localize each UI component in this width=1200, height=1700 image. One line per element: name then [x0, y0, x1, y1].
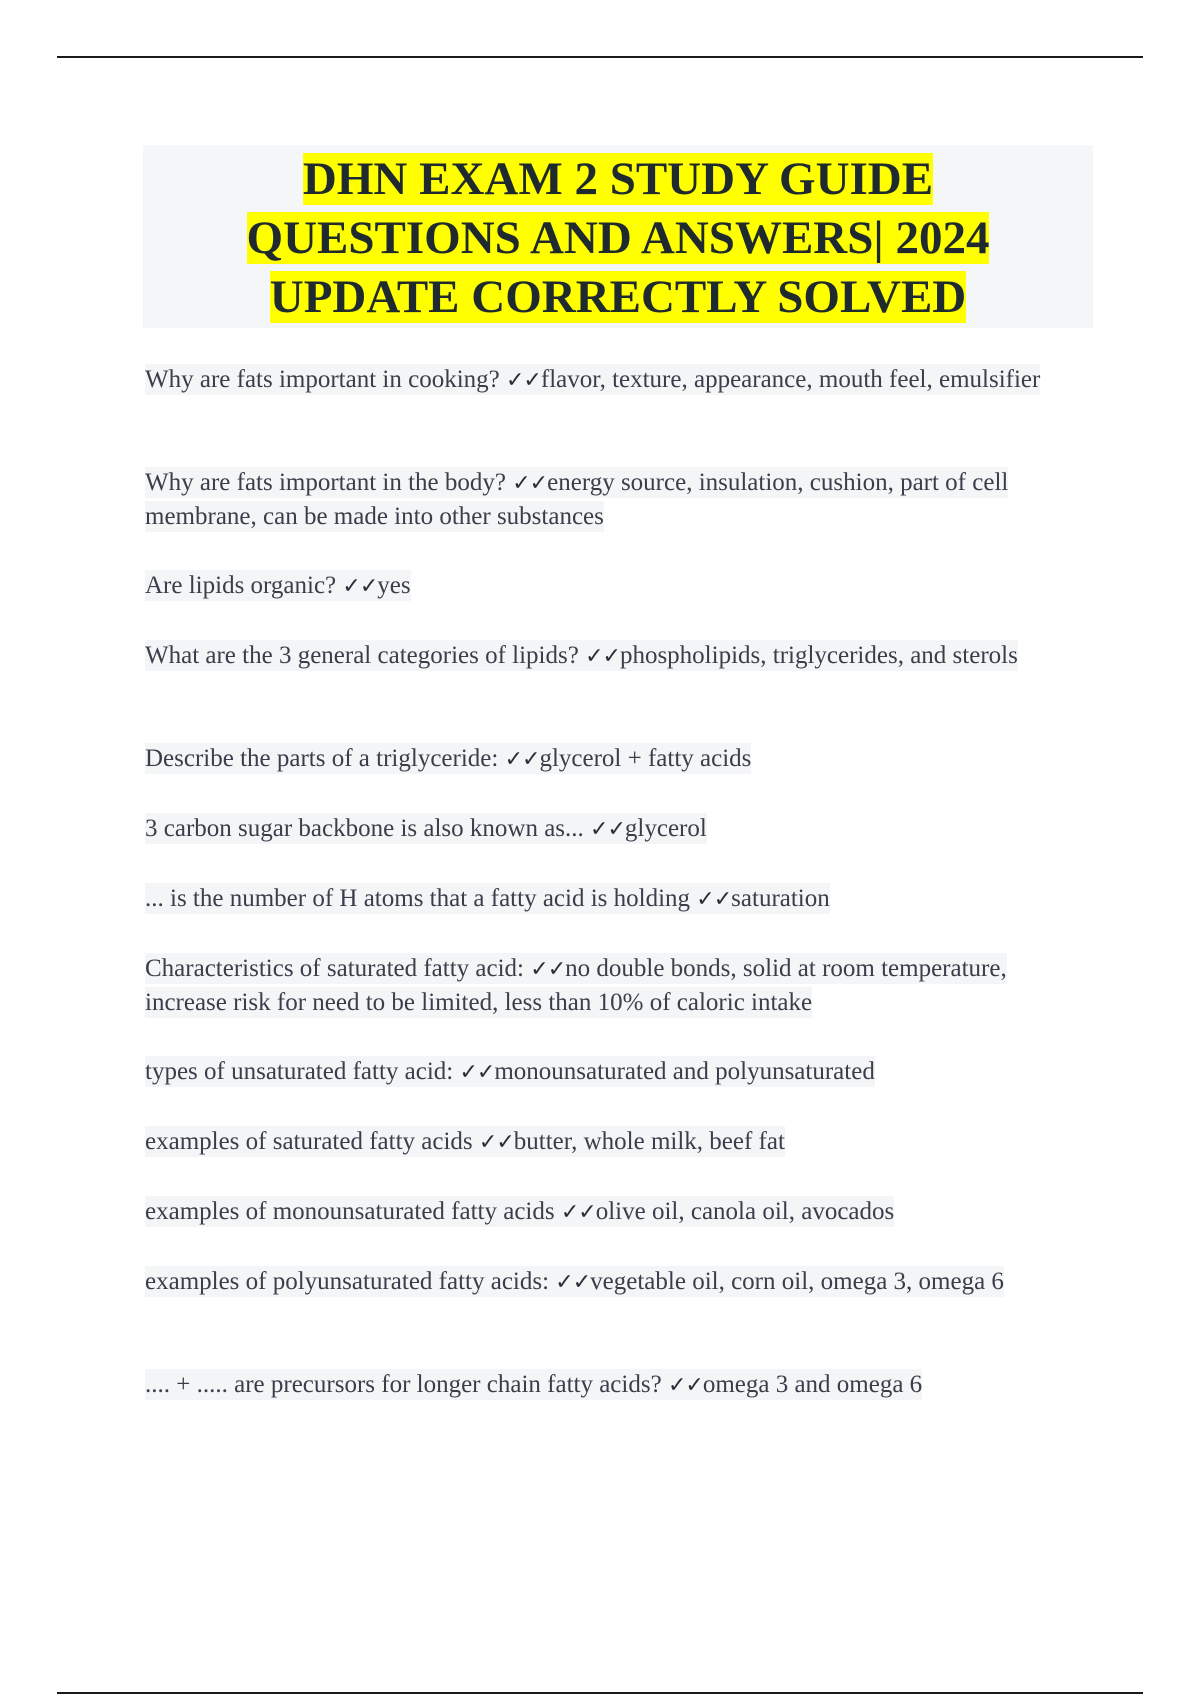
answer-text: glycerol	[624, 815, 707, 842]
answer-text: saturation	[731, 885, 830, 912]
answer-text: monounsaturated and polyunsaturated	[494, 1058, 875, 1085]
question-text: Why are fats important in cooking?	[145, 366, 506, 393]
qa-item	[145, 1125, 1085, 1159]
question-text: examples of monounsaturated fatty acids	[145, 1198, 561, 1225]
qa-item	[145, 569, 1085, 603]
answer-text: omega 3 and omega 6	[702, 1371, 923, 1398]
title-line-1: DHN EXAM 2 STUDY GUIDE	[302, 153, 934, 205]
double-check-icon: ✓✓	[506, 368, 541, 393]
qa-item	[145, 466, 1085, 533]
qa-item	[145, 1055, 1085, 1089]
qa-item	[145, 952, 1085, 1019]
double-check-icon: ✓✓	[504, 747, 540, 772]
question-text: .... + ..... are precursors for longer chain fatty acids?	[145, 1371, 668, 1398]
double-check-icon: ✓✓	[478, 1130, 514, 1155]
qa-item	[145, 1265, 1085, 1299]
answer-text: flavor, texture, appearance, mouth feel, emulsifier	[540, 366, 1041, 393]
answer-text: energy source, insulation, cushion, part of cell membrane, can be made into other substances	[145, 469, 1009, 530]
answer-text: yes	[377, 572, 411, 599]
title-line-3: UPDATE CORRECTLY SOLVED	[269, 271, 967, 323]
answer-text: glycerol + fatty acids	[539, 745, 752, 772]
double-check-icon: ✓✓	[555, 1270, 591, 1295]
question-text: Describe the parts of a triglyceride:	[145, 745, 505, 772]
answer-text: vegetable oil, corn oil, omega 3, omega 6	[590, 1268, 1004, 1295]
document-title	[143, 145, 1093, 328]
question-text: 3 carbon sugar backbone is also known as...	[145, 815, 591, 842]
double-check-icon: ✓✓	[342, 574, 378, 599]
double-check-icon: ✓✓	[590, 817, 625, 842]
bottom-rule	[57, 1692, 1143, 1694]
qa-item	[145, 882, 1085, 916]
question-text: Are lipids organic?	[145, 572, 343, 599]
double-check-icon: ✓✓	[667, 1373, 703, 1398]
answer-text: no double bonds, solid at room temperature, increase risk for need to be limited, less than 10% of caloric intake	[145, 955, 1007, 1016]
qa-item	[145, 742, 1085, 776]
answer-text: butter, whole milk, beef fat	[513, 1128, 785, 1155]
qa-item	[145, 812, 1085, 846]
answer-text: olive oil, canola oil, avocados	[595, 1198, 895, 1225]
double-check-icon: ✓✓	[530, 957, 566, 982]
question-text: What are the 3 general categories of lipids?	[145, 642, 586, 669]
double-check-icon: ✓✓	[560, 1200, 596, 1225]
question-text: Why are fats important in the body?	[145, 469, 513, 496]
double-check-icon: ✓✓	[512, 471, 548, 496]
answer-text: phospholipids, triglycerides, and sterols	[619, 642, 1018, 669]
question-text: Characteristics of saturated fatty acid:	[145, 955, 531, 982]
question-text: types of unsaturated fatty acid:	[145, 1058, 460, 1085]
question-text: examples of polyunsaturated fatty acids:	[145, 1268, 556, 1295]
double-check-icon: ✓✓	[459, 1060, 495, 1085]
title-line-2: QUESTIONS AND ANSWERS| 2024	[246, 212, 990, 264]
qa-item	[145, 1195, 1085, 1229]
question-text: ... is the number of H atoms that a fatty acid is holding	[145, 885, 697, 912]
qa-item	[145, 639, 1085, 673]
top-rule	[57, 56, 1143, 58]
double-check-icon: ✓✓	[696, 887, 732, 912]
double-check-icon: ✓✓	[585, 644, 620, 669]
qa-item	[145, 363, 1085, 397]
qa-item	[145, 1368, 1085, 1402]
question-text: examples of saturated fatty acids	[145, 1128, 479, 1155]
